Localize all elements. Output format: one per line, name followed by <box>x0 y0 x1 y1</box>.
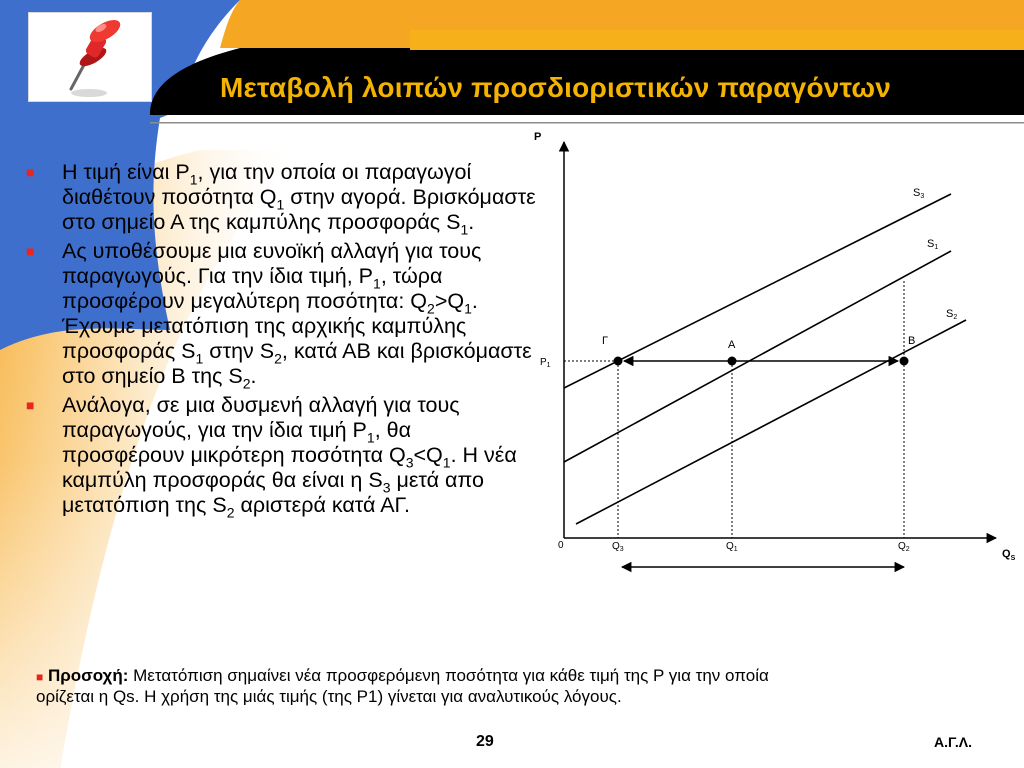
bullet-text: . Η νέα καμπύλη προσφοράς θα είναι η S <box>62 443 517 492</box>
author-initials: Α.Γ.Λ. <box>934 734 972 750</box>
bullet-text: Ας υποθέσουμε μια ευνοϊκή αλλαγή για τους παραγωγούς. Για την ίδια τιμή, P <box>62 239 482 288</box>
bullet-text: >Q <box>434 289 465 313</box>
point-label-b: Β <box>908 335 916 347</box>
point-label-gamma: Γ <box>602 335 609 347</box>
pushpin-icon <box>29 13 151 101</box>
subscript: 1 <box>464 300 472 317</box>
price-label-p1: $P_1$ <box>540 357 551 369</box>
supply-shift-diagram <box>536 126 1024 586</box>
point-gamma <box>614 357 623 366</box>
point-b <box>900 357 909 366</box>
bullet-text: . Έχουμε μετατόπιση της αρχικής καμπύλης προσφοράς S <box>62 289 478 363</box>
bullet-text: Ανάλογα, σε μια δυσμενή αλλαγή για τους παραγωγούς, για την ίδια τιμή P <box>62 393 460 442</box>
origin-label: 0 <box>558 540 564 551</box>
point-a <box>728 357 737 366</box>
subscript: 2 <box>242 375 251 392</box>
bullet-list <box>24 160 536 522</box>
slide-title: Μεταβολή λοιπών προσδιοριστικών παραγόντων <box>220 72 892 103</box>
curve-label-s3: S3 <box>913 187 925 200</box>
note-label: Προσοχή: <box>47 666 129 685</box>
bullet-text: . <box>468 210 475 234</box>
bullet-text: Η τιμή είναι P <box>62 160 190 184</box>
bullet-icon: ■ <box>26 243 35 259</box>
bullet-text: , θα προσφέρουν μικρότερη ποσότητα Q <box>62 418 412 467</box>
q2-label: $Q_2$ <box>898 541 910 553</box>
bullet-item <box>24 160 536 238</box>
subscript: 1 <box>195 350 204 367</box>
supply-curve-s2 <box>576 320 966 524</box>
bullet-text: , για την οποία οι παραγωγοί διαθέτουν ποσότητα Q <box>62 160 472 209</box>
note-bullet-icon: ■ <box>36 670 44 684</box>
subscript: 1 <box>276 196 285 213</box>
bullet-text: , τώρα προσφέρουν μεγαλύτερη ποσότητα: Q <box>62 264 443 313</box>
bullet-text: στην αγορά. Βρισκόμαστε στο σημείο Α της καμπύλης προσφοράς S <box>62 185 536 234</box>
bullet-icon: ■ <box>26 397 35 413</box>
subscript: 2 <box>274 350 282 367</box>
curve-label-s1: S1 <box>927 238 939 251</box>
bullet-text: στην S <box>203 339 275 363</box>
bullet-text: . <box>250 364 257 388</box>
bullet-item <box>24 239 536 392</box>
point-label-a: Α <box>728 339 736 351</box>
q3-label: $Q_3$ <box>612 541 624 553</box>
attention-note <box>36 666 826 706</box>
bullet-icon: ■ <box>26 164 35 180</box>
note-text: Μετατόπιση σημαίνει νέα προσφερόμενη ποσότητα για κάθε τιμή της P για την οποία ορίζεται η Qs. Η χρήση της μιάς τιμής (της P1) γίνεται για αναλυτικούς λόγους. <box>36 666 769 706</box>
logo <box>28 12 152 102</box>
bullet-item <box>24 393 536 521</box>
subscript: 3 <box>405 454 414 471</box>
x-axis-label: $Q_S$ <box>1002 548 1016 562</box>
bullet-text: μετά απο μετατόπιση της S <box>62 468 484 517</box>
page-number: 29 <box>476 733 494 750</box>
subscript: 1 <box>460 221 469 238</box>
subscript: 1 <box>366 429 375 446</box>
supply-curve-s1 <box>564 251 951 462</box>
subscript: 1 <box>442 454 451 471</box>
q1-label: $Q_1$ <box>726 541 738 553</box>
subscript: 2 <box>427 300 435 317</box>
subscript: 3 <box>382 479 391 496</box>
subscript: 1 <box>189 171 198 188</box>
y-axis-label: P <box>534 131 542 143</box>
subscript: 1 <box>373 275 381 292</box>
bullet-text: <Q <box>413 443 443 467</box>
subscript: 2 <box>226 504 235 521</box>
bullet-text: , κατά ΑΒ και βρισκόμαστε στο σημείο Β της S <box>62 339 532 388</box>
bullet-text: αριστερά κατά ΑΓ. <box>234 493 410 517</box>
curve-label-s2: S2 <box>946 308 958 321</box>
